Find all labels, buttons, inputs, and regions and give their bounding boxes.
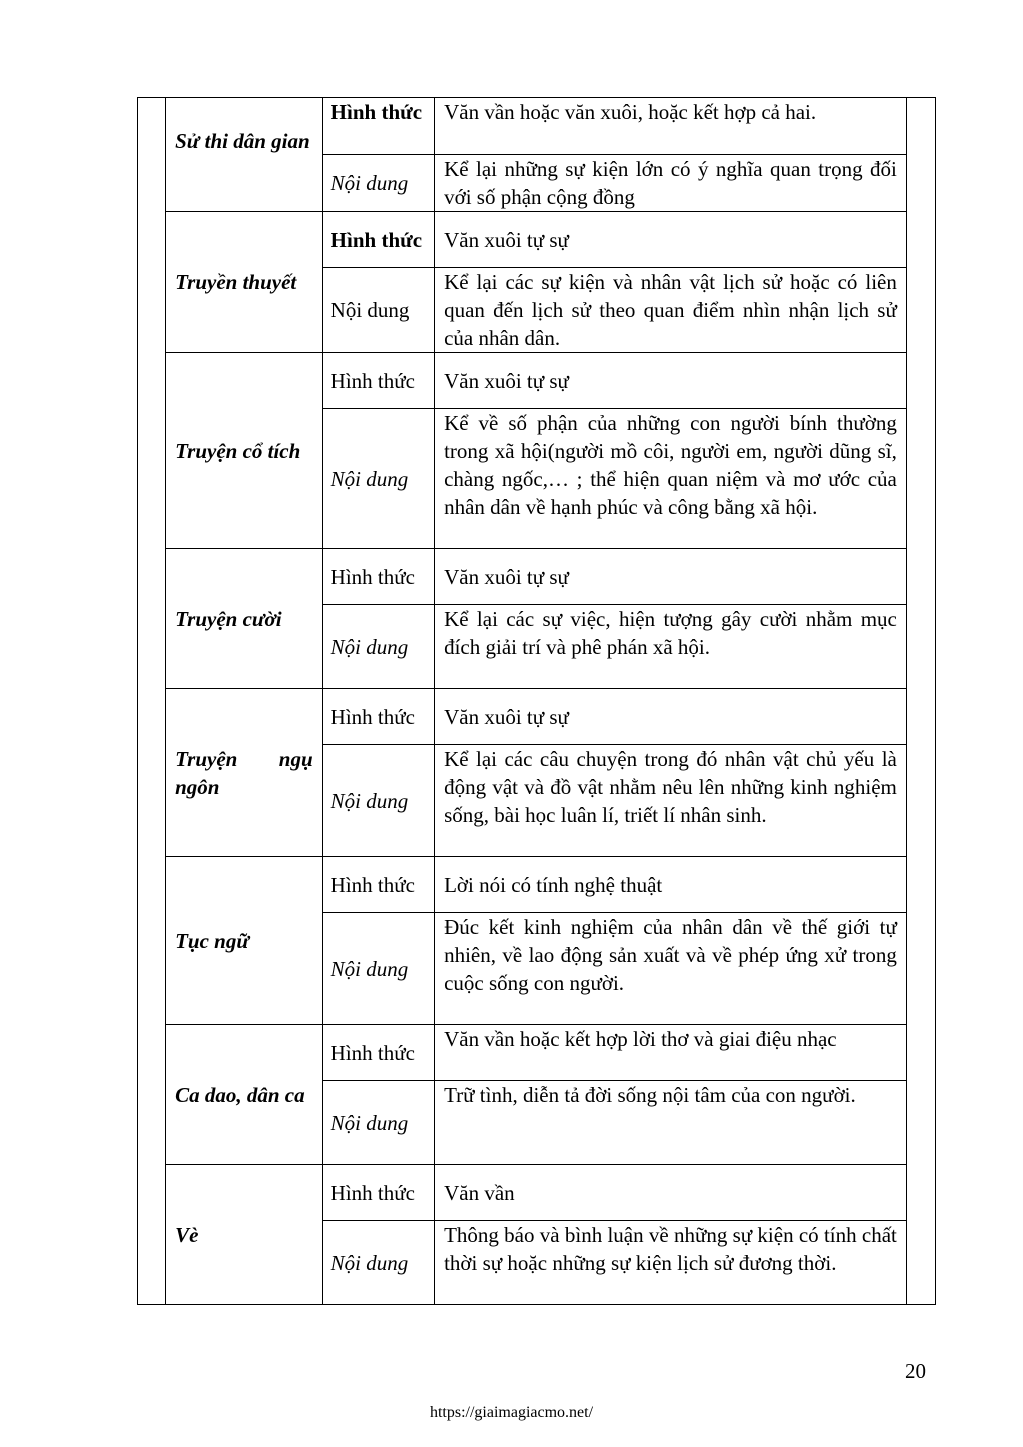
form-label: Hình thức	[322, 549, 434, 605]
form-text: Văn xuôi tự sự	[435, 353, 907, 409]
content-text: Trữ tình, diễn tả đời sống nội tâm của con người.	[435, 1081, 907, 1165]
content-label: Nội dung	[322, 605, 434, 689]
content-text: Thông báo và bình luận về những sự kiện có tính chất thời sự hoặc những sự kiện lịch sử đương thời.	[435, 1221, 907, 1305]
genre-table	[137, 97, 936, 1305]
page-number: 20	[905, 1359, 926, 1383]
content-label: Nội dung	[322, 745, 434, 857]
form-label: Hình thức	[322, 1165, 434, 1221]
genre-cell: Sử thi dân gian	[166, 98, 323, 212]
form-text: Lời nói có tính nghệ thuật	[435, 857, 907, 913]
left-margin-column	[138, 98, 166, 1305]
form-text: Văn vần hoặc kết hợp lời thơ và giai điệu nhạc	[435, 1025, 907, 1081]
form-text: Văn xuôi tự sự	[435, 212, 907, 268]
genre-cell: Truyện cổ tích	[166, 353, 323, 549]
content-text: Kể lại các sự việc, hiện tượng gây cười nhằm mục đích giải trí và phê phán xã hội.	[435, 605, 907, 689]
content-text: Đúc kết kinh nghiệm của nhân dân về thế giới tự nhiên, về lao động sản xuất và về phép ứng xử trong cuộc sống con người.	[435, 913, 907, 1025]
form-text: Văn vần hoặc văn xuôi, hoặc kết hợp cả hai.	[435, 98, 907, 155]
form-label: Hình thức	[322, 353, 434, 409]
content-text: Kể về số phận của những con người bính thường trong xã hội(người mồ côi, người em, người dũng sĩ, chàng ngốc,… ; thể hiện quan niệm và mơ ước của nhân dân về hạnh phúc và công bằng xã hội.	[435, 409, 907, 549]
content-label: Nội dung	[322, 155, 434, 212]
content-label: Nội dung	[322, 1221, 434, 1305]
content-label: Nội dung	[322, 1081, 434, 1165]
form-label: Hình thức	[322, 98, 434, 155]
content-label: Nội dung	[322, 268, 434, 353]
content-label: Nội dung	[322, 913, 434, 1025]
content-text: Kể lại các sự kiện và nhân vật lịch sử hoặc có liên quan đến lịch sử theo quan điểm nhìn nhận lịch sử của nhân dân.	[435, 268, 907, 353]
form-text: Văn xuôi tự sự	[435, 549, 907, 605]
genre-cell: Ca dao, dân ca	[166, 1025, 323, 1165]
genre-cell: Truyền thuyết	[166, 212, 323, 353]
right-margin-column	[906, 98, 935, 1305]
footer-url[interactable]: https://giaimagiacmo.net/	[429, 1404, 594, 1421]
genre-cell: Truyện cười	[166, 549, 323, 689]
form-label: Hình thức	[322, 857, 434, 913]
genre-cell: Tục ngữ	[166, 857, 323, 1025]
form-label: Hình thức	[322, 212, 434, 268]
genre-cell: Truyện ngụ ngôn	[166, 689, 323, 857]
content-text: Kể lại những sự kiện lớn có ý nghĩa quan trọng đối với số phận cộng đồng	[435, 155, 907, 212]
content-text: Kể lại các câu chuyện trong đó nhân vật chủ yếu là động vật và đồ vật nhằm nêu lên những kinh nghiệm sống, bài học luân lí, triết lí nhân sinh.	[435, 745, 907, 857]
form-label: Hình thức	[322, 1025, 434, 1081]
form-text: Văn vần	[435, 1165, 907, 1221]
genre-cell: Vè	[166, 1165, 323, 1305]
form-text: Văn xuôi tự sự	[435, 689, 907, 745]
form-label: Hình thức	[322, 689, 434, 745]
content-label: Nội dung	[322, 409, 434, 549]
